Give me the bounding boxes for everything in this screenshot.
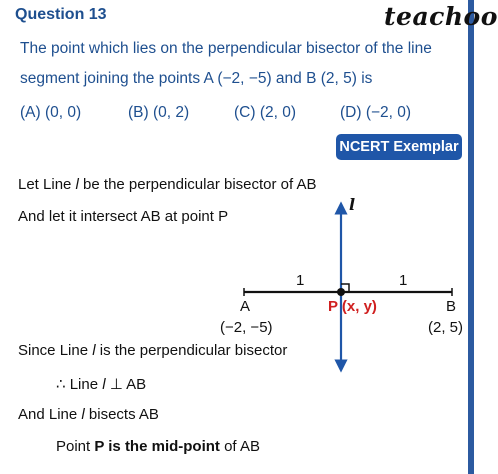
option-d: (D) (−2, 0) bbox=[340, 104, 412, 121]
point-p-dot bbox=[337, 288, 345, 296]
question-text-line-2: segment joining the points A (−2, −5) and B (2, 5) is bbox=[20, 70, 373, 87]
option-c: (C) (2, 0) bbox=[234, 104, 296, 121]
question-title: Question 13 bbox=[15, 6, 107, 23]
solution-line-5: And Line l bisects AB bbox=[18, 406, 159, 423]
label-seg-right: 1 bbox=[399, 272, 408, 289]
teachoo-logo: teachoo bbox=[384, 2, 498, 31]
solution-line-2: And let it intersect AB at point P bbox=[18, 208, 229, 225]
label-line-l: l bbox=[349, 195, 356, 214]
label-seg-left: 1 bbox=[296, 272, 305, 289]
label-point-p: P (x, y) bbox=[328, 298, 377, 315]
solution-line-3: Since Line l is the perpendicular bisector bbox=[18, 342, 288, 359]
question-text-line-1: The point which lies on the perpendicular bisector of the line bbox=[20, 40, 432, 57]
ncert-exemplar-badge: NCERT Exemplar bbox=[336, 134, 462, 160]
option-b: (B) (0, 2) bbox=[128, 104, 190, 121]
label-point-a: A bbox=[240, 298, 251, 315]
solution-line-4: ∴ Line l ⊥ AB bbox=[56, 376, 147, 393]
option-a: (A) (0, 0) bbox=[20, 104, 82, 121]
solution-line-1: Let Line l be the perpendicular bisector of AB bbox=[18, 176, 317, 193]
label-point-b: B bbox=[446, 298, 457, 315]
solution-line-6: Point P is the mid-point of AB bbox=[56, 438, 260, 455]
label-coord-a: (−2, −5) bbox=[220, 319, 273, 336]
label-coord-b: (2, 5) bbox=[428, 319, 464, 336]
